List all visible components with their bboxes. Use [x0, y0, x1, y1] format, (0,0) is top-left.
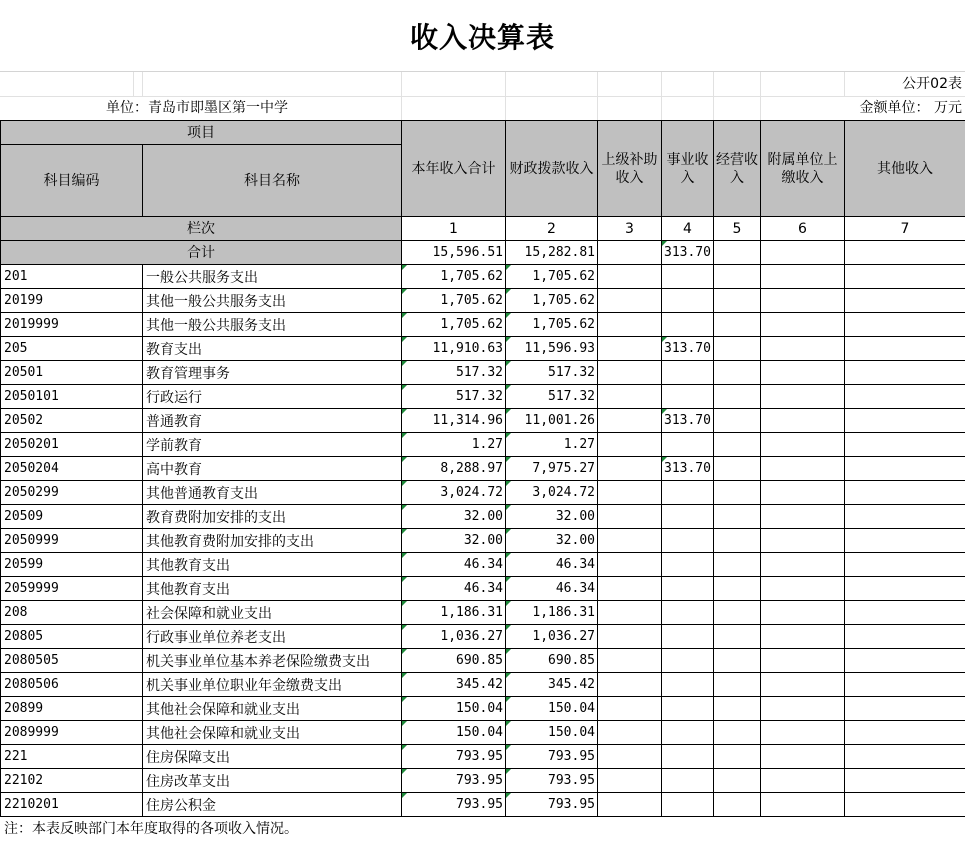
total-income-cell[interactable]: 517.32 [402, 385, 506, 409]
business-income-cell[interactable] [662, 745, 714, 769]
superior-subsidy-cell[interactable] [598, 601, 662, 625]
affiliated-unit-cell[interactable] [761, 721, 845, 745]
operating-income-cell[interactable] [714, 625, 761, 649]
operating-income-cell[interactable] [714, 505, 761, 529]
operating-income-cell[interactable] [714, 289, 761, 313]
subject-code-cell[interactable]: 221 [1, 745, 143, 769]
affiliated-unit-cell[interactable] [761, 361, 845, 385]
total-business-cell[interactable]: 313.70 [662, 241, 714, 265]
superior-subsidy-cell[interactable] [598, 625, 662, 649]
total-income-cell[interactable]: 1,705.62 [402, 313, 506, 337]
affiliated-unit-cell[interactable] [761, 313, 845, 337]
operating-income-cell[interactable] [714, 601, 761, 625]
table-row [1, 721, 965, 745]
business-income-cell[interactable] [662, 649, 714, 673]
affiliated-unit-cell[interactable] [761, 793, 845, 817]
business-income-cell[interactable] [662, 505, 714, 529]
subject-name-cell[interactable]: 其他一般公共服务支出 [143, 313, 402, 337]
business-income-cell[interactable] [662, 433, 714, 457]
total-income-cell[interactable]: 1,186.31 [402, 601, 506, 625]
table-row [1, 649, 965, 673]
affiliated-unit-cell[interactable] [761, 385, 845, 409]
fiscal-allocation-cell[interactable]: 11,001.26 [506, 409, 598, 433]
subject-code-cell[interactable]: 20509 [1, 505, 143, 529]
form-number: 公开02表 [902, 76, 962, 92]
superior-subsidy-cell[interactable] [598, 385, 662, 409]
operating-income-cell[interactable] [714, 409, 761, 433]
total-income-cell[interactable]: 345.42 [402, 673, 506, 697]
col-operating-income-header: 经营收入 [714, 121, 761, 217]
col-superior-subsidy-header: 上级补助收入 [598, 121, 662, 217]
subject-name-cell[interactable]: 其他教育支出 [143, 577, 402, 601]
subject-name-cell[interactable]: 教育支出 [143, 337, 402, 361]
subject-name-cell[interactable]: 教育费附加安排的支出 [143, 505, 402, 529]
fiscal-allocation-cell[interactable]: 1.27 [506, 433, 598, 457]
business-income-cell[interactable] [662, 481, 714, 505]
sheet-gridline [760, 72, 761, 120]
subject-code-cell[interactable]: 2089999 [1, 721, 143, 745]
total-income-cell[interactable]: 1,705.62 [402, 289, 506, 313]
superior-subsidy-cell[interactable] [598, 265, 662, 289]
superior-subsidy-cell[interactable] [598, 433, 662, 457]
lanci-label: 栏次 [1, 217, 402, 241]
total-income-cell[interactable]: 1,705.62 [402, 265, 506, 289]
table-row [1, 601, 965, 625]
superior-subsidy-cell[interactable] [598, 721, 662, 745]
subject-name-cell[interactable]: 普通教育 [143, 409, 402, 433]
superior-subsidy-cell[interactable] [598, 337, 662, 361]
business-income-cell[interactable] [662, 625, 714, 649]
total-income-cell[interactable]: 150.04 [402, 697, 506, 721]
subject-name-cell[interactable]: 住房公积金 [143, 793, 402, 817]
report-title: 收入决算表 [0, 0, 965, 72]
table-row [1, 673, 965, 697]
column-number: 5 [714, 217, 761, 241]
col-affiliated-unit-header: 附属单位上缴收入 [761, 121, 845, 217]
table-row [1, 793, 965, 817]
affiliated-unit-cell[interactable] [761, 625, 845, 649]
total-income-cell[interactable]: 15,596.51 [402, 241, 506, 265]
fiscal-allocation-cell[interactable]: 345.42 [506, 673, 598, 697]
total-income-cell[interactable]: 11,910.63 [402, 337, 506, 361]
business-income-cell[interactable] [662, 793, 714, 817]
business-income-cell[interactable]: 313.70 [662, 409, 714, 433]
business-income-cell[interactable] [662, 529, 714, 553]
total-income-cell[interactable]: 11,314.96 [402, 409, 506, 433]
other-income-cell[interactable] [845, 289, 965, 313]
fiscal-allocation-cell[interactable]: 150.04 [506, 697, 598, 721]
superior-subsidy-cell[interactable] [598, 649, 662, 673]
fiscal-allocation-cell[interactable]: 690.85 [506, 649, 598, 673]
affiliated-unit-cell[interactable] [761, 481, 845, 505]
subject-code-cell[interactable]: 20805 [1, 625, 143, 649]
other-income-cell[interactable] [845, 625, 965, 649]
subject-name-cell[interactable]: 住房保障支出 [143, 745, 402, 769]
other-income-cell[interactable] [845, 265, 965, 289]
name-header: 科目名称 [143, 145, 402, 217]
subject-code-cell[interactable]: 2059999 [1, 577, 143, 601]
other-income-cell[interactable] [845, 457, 965, 481]
affiliated-unit-cell[interactable] [761, 745, 845, 769]
superior-subsidy-cell[interactable] [598, 313, 662, 337]
operating-income-cell[interactable] [714, 337, 761, 361]
superior-subsidy-cell[interactable] [598, 529, 662, 553]
affiliated-unit-cell[interactable] [761, 409, 845, 433]
superior-subsidy-cell[interactable] [598, 769, 662, 793]
other-income-cell[interactable] [845, 745, 965, 769]
superior-subsidy-cell[interactable] [598, 553, 662, 577]
table-row [1, 361, 965, 385]
table-row [1, 697, 965, 721]
operating-income-cell[interactable] [714, 481, 761, 505]
fiscal-allocation-cell[interactable]: 46.34 [506, 577, 598, 601]
fiscal-allocation-cell[interactable]: 3,024.72 [506, 481, 598, 505]
affiliated-unit-cell[interactable] [761, 601, 845, 625]
total-income-cell[interactable]: 150.04 [402, 721, 506, 745]
business-income-cell[interactable] [662, 721, 714, 745]
sheet-gridline [133, 72, 134, 96]
affiliated-unit-cell[interactable] [761, 505, 845, 529]
sheet-gridline [597, 72, 598, 120]
total-fiscal-cell[interactable]: 15,282.81 [506, 241, 598, 265]
other-income-cell[interactable] [845, 601, 965, 625]
operating-income-cell[interactable] [714, 553, 761, 577]
subject-code-cell[interactable]: 2080506 [1, 673, 143, 697]
column-number: 6 [761, 217, 845, 241]
subject-name-cell[interactable]: 其他社会保障和就业支出 [143, 721, 402, 745]
subject-code-cell[interactable]: 2050204 [1, 457, 143, 481]
total-income-cell[interactable]: 32.00 [402, 505, 506, 529]
superior-subsidy-cell[interactable] [598, 673, 662, 697]
col-total-income-header: 本年收入合计 [402, 121, 506, 217]
table-row [1, 433, 965, 457]
affiliated-unit-cell[interactable] [761, 649, 845, 673]
operating-income-cell[interactable] [714, 385, 761, 409]
operating-income-cell[interactable] [714, 649, 761, 673]
affiliated-unit-cell[interactable] [761, 265, 845, 289]
fiscal-allocation-cell[interactable]: 1,705.62 [506, 265, 598, 289]
other-income-cell[interactable] [845, 361, 965, 385]
subject-code-cell[interactable]: 20899 [1, 697, 143, 721]
business-income-cell[interactable] [662, 697, 714, 721]
sheet-gridline [142, 72, 143, 96]
total-income-cell[interactable]: 1.27 [402, 433, 506, 457]
operating-income-cell[interactable] [714, 721, 761, 745]
subject-code-cell[interactable]: 205 [1, 337, 143, 361]
fiscal-allocation-cell[interactable]: 11,596.93 [506, 337, 598, 361]
operating-income-cell[interactable] [714, 265, 761, 289]
other-income-cell[interactable] [845, 529, 965, 553]
fiscal-allocation-cell[interactable]: 517.32 [506, 361, 598, 385]
affiliated-unit-cell[interactable] [761, 553, 845, 577]
subject-code-cell[interactable]: 20199 [1, 289, 143, 313]
table-row [1, 481, 965, 505]
affiliated-unit-cell[interactable] [761, 289, 845, 313]
col-other-income-header: 其他收入 [845, 121, 965, 217]
fiscal-allocation-cell[interactable]: 32.00 [506, 505, 598, 529]
table-row [1, 577, 965, 601]
total-income-cell[interactable]: 8,288.97 [402, 457, 506, 481]
fiscal-allocation-cell[interactable]: 7,975.27 [506, 457, 598, 481]
fiscal-allocation-cell[interactable]: 793.95 [506, 745, 598, 769]
subject-name-cell[interactable]: 机关事业单位基本养老保险缴费支出 [143, 649, 402, 673]
subject-code-cell[interactable]: 2210201 [1, 793, 143, 817]
superior-subsidy-cell[interactable] [598, 577, 662, 601]
fiscal-allocation-cell[interactable]: 1,186.31 [506, 601, 598, 625]
table-row [1, 745, 965, 769]
col-business-income-header: 事业收入 [662, 121, 714, 217]
affiliated-unit-cell[interactable] [761, 337, 845, 361]
other-income-cell[interactable] [845, 673, 965, 697]
unit-label: 单位：青岛市即墨区第一中学 [106, 100, 288, 116]
subject-code-cell[interactable]: 2019999 [1, 313, 143, 337]
subject-code-cell[interactable]: 208 [1, 601, 143, 625]
other-income-cell[interactable] [845, 793, 965, 817]
subject-code-cell[interactable]: 2050999 [1, 529, 143, 553]
table-row [1, 457, 965, 481]
other-income-cell[interactable] [845, 505, 965, 529]
operating-income-cell[interactable] [714, 745, 761, 769]
subject-name-cell[interactable]: 社会保障和就业支出 [143, 601, 402, 625]
subject-code-cell[interactable]: 2080505 [1, 649, 143, 673]
other-income-cell[interactable] [845, 577, 965, 601]
subject-code-cell[interactable]: 2050201 [1, 433, 143, 457]
other-income-cell[interactable] [845, 337, 965, 361]
table-row [1, 529, 965, 553]
business-income-cell[interactable] [662, 601, 714, 625]
subject-code-cell[interactable]: 201 [1, 265, 143, 289]
business-income-cell[interactable] [662, 673, 714, 697]
total-income-cell[interactable]: 517.32 [402, 361, 506, 385]
table-row [1, 625, 965, 649]
footnote: 注：本表反映部门本年度取得的各项收入情况。 [4, 821, 298, 837]
column-number-row [1, 217, 965, 241]
subject-code-cell[interactable]: 2050299 [1, 481, 143, 505]
other-income-cell[interactable] [845, 433, 965, 457]
fiscal-allocation-cell[interactable]: 793.95 [506, 793, 598, 817]
fiscal-allocation-cell[interactable]: 150.04 [506, 721, 598, 745]
superior-subsidy-cell[interactable] [598, 745, 662, 769]
superior-subsidy-cell[interactable] [598, 289, 662, 313]
other-income-cell[interactable] [845, 769, 965, 793]
business-income-cell[interactable] [662, 385, 714, 409]
operating-income-cell[interactable] [714, 697, 761, 721]
table-row [1, 409, 965, 433]
column-number: 3 [598, 217, 662, 241]
total-income-cell[interactable]: 793.95 [402, 793, 506, 817]
superior-subsidy-cell[interactable] [598, 457, 662, 481]
fiscal-allocation-cell[interactable]: 1,705.62 [506, 313, 598, 337]
operating-income-cell[interactable] [714, 673, 761, 697]
other-income-cell[interactable] [845, 385, 965, 409]
amount-unit-label: 金额单位： 万元 [859, 100, 962, 116]
subject-name-cell[interactable]: 高中教育 [143, 457, 402, 481]
subject-name-cell[interactable]: 其他教育支出 [143, 553, 402, 577]
subject-name-cell[interactable]: 学前教育 [143, 433, 402, 457]
subject-name-cell[interactable]: 机关事业单位职业年金缴费支出 [143, 673, 402, 697]
other-income-cell[interactable] [845, 313, 965, 337]
superior-subsidy-cell[interactable] [598, 409, 662, 433]
affiliated-unit-cell[interactable] [761, 433, 845, 457]
other-income-cell[interactable] [845, 697, 965, 721]
table-row [1, 289, 965, 313]
total-superior-cell[interactable] [598, 241, 662, 265]
affiliated-unit-cell[interactable] [761, 457, 845, 481]
superior-subsidy-cell[interactable] [598, 505, 662, 529]
subject-name-cell[interactable]: 教育管理事务 [143, 361, 402, 385]
operating-income-cell[interactable] [714, 577, 761, 601]
subject-code-cell[interactable]: 20599 [1, 553, 143, 577]
column-number: 4 [662, 217, 714, 241]
business-income-cell[interactable] [662, 265, 714, 289]
subject-name-cell[interactable]: 其他社会保障和就业支出 [143, 697, 402, 721]
business-income-cell[interactable] [662, 361, 714, 385]
sheet-gridline [844, 72, 845, 96]
business-income-cell[interactable] [662, 577, 714, 601]
affiliated-unit-cell[interactable] [761, 529, 845, 553]
operating-income-cell[interactable] [714, 361, 761, 385]
business-income-cell[interactable] [662, 769, 714, 793]
subject-code-cell[interactable]: 20502 [1, 409, 143, 433]
other-income-cell[interactable] [845, 721, 965, 745]
business-income-cell[interactable] [662, 313, 714, 337]
subject-name-cell[interactable]: 其他普通教育支出 [143, 481, 402, 505]
subject-name-cell[interactable]: 行政运行 [143, 385, 402, 409]
other-income-cell[interactable] [845, 649, 965, 673]
total-income-cell[interactable]: 32.00 [402, 529, 506, 553]
subject-code-cell[interactable]: 20501 [1, 361, 143, 385]
business-income-cell[interactable] [662, 553, 714, 577]
code-header: 科目编码 [1, 145, 143, 217]
other-income-cell[interactable] [845, 553, 965, 577]
fiscal-allocation-cell[interactable]: 46.34 [506, 553, 598, 577]
total-income-cell[interactable]: 46.34 [402, 577, 506, 601]
fiscal-allocation-cell[interactable]: 32.00 [506, 529, 598, 553]
sheet-gridline [713, 72, 714, 120]
income-table [0, 120, 965, 817]
total-income-cell[interactable]: 793.95 [402, 769, 506, 793]
business-income-cell[interactable] [662, 289, 714, 313]
subject-name-cell[interactable]: 行政事业单位养老支出 [143, 625, 402, 649]
total-income-cell[interactable]: 793.95 [402, 745, 506, 769]
table-row [1, 769, 965, 793]
subject-name-cell[interactable]: 其他一般公共服务支出 [143, 289, 402, 313]
affiliated-unit-cell[interactable] [761, 697, 845, 721]
project-header: 项目 [1, 121, 402, 145]
table-row [1, 265, 965, 289]
table-row [1, 385, 965, 409]
total-income-cell[interactable]: 1,036.27 [402, 625, 506, 649]
total-income-cell[interactable]: 46.34 [402, 553, 506, 577]
affiliated-unit-cell[interactable] [761, 577, 845, 601]
column-number: 2 [506, 217, 598, 241]
sheet-gridline [401, 72, 402, 120]
column-number: 7 [845, 217, 965, 241]
affiliated-unit-cell[interactable] [761, 769, 845, 793]
total-label: 合计 [1, 241, 402, 265]
sheet-gridline [661, 72, 662, 120]
fiscal-allocation-cell[interactable]: 793.95 [506, 769, 598, 793]
operating-income-cell[interactable] [714, 433, 761, 457]
other-income-cell[interactable] [845, 481, 965, 505]
total-affiliated-cell[interactable] [761, 241, 845, 265]
total-row [1, 241, 965, 265]
affiliated-unit-cell[interactable] [761, 673, 845, 697]
total-operating-cell[interactable] [714, 241, 761, 265]
subject-code-cell[interactable]: 2050101 [1, 385, 143, 409]
table-row [1, 337, 965, 361]
col-fiscal-allocation-header: 财政拨款收入 [506, 121, 598, 217]
total-income-cell[interactable]: 690.85 [402, 649, 506, 673]
total-other-cell[interactable] [845, 241, 965, 265]
superior-subsidy-cell[interactable] [598, 361, 662, 385]
superior-subsidy-cell[interactable] [598, 697, 662, 721]
fiscal-allocation-cell[interactable]: 1,705.62 [506, 289, 598, 313]
business-income-cell[interactable]: 313.70 [662, 337, 714, 361]
sheet-gridline [505, 72, 506, 120]
total-income-cell[interactable]: 3,024.72 [402, 481, 506, 505]
operating-income-cell[interactable] [714, 529, 761, 553]
subject-code-cell[interactable]: 22102 [1, 769, 143, 793]
header-row [1, 121, 965, 145]
other-income-cell[interactable] [845, 409, 965, 433]
business-income-cell[interactable]: 313.70 [662, 457, 714, 481]
operating-income-cell[interactable] [714, 769, 761, 793]
subject-name-cell[interactable]: 住房改革支出 [143, 769, 402, 793]
operating-income-cell[interactable] [714, 313, 761, 337]
fiscal-allocation-cell[interactable]: 517.32 [506, 385, 598, 409]
fiscal-allocation-cell[interactable]: 1,036.27 [506, 625, 598, 649]
table-row [1, 505, 965, 529]
subject-name-cell[interactable]: 一般公共服务支出 [143, 265, 402, 289]
operating-income-cell[interactable] [714, 457, 761, 481]
superior-subsidy-cell[interactable] [598, 481, 662, 505]
subject-name-cell[interactable]: 其他教育费附加安排的支出 [143, 529, 402, 553]
column-number: 1 [402, 217, 506, 241]
table-row [1, 553, 965, 577]
operating-income-cell[interactable] [714, 793, 761, 817]
table-row [1, 313, 965, 337]
superior-subsidy-cell[interactable] [598, 793, 662, 817]
